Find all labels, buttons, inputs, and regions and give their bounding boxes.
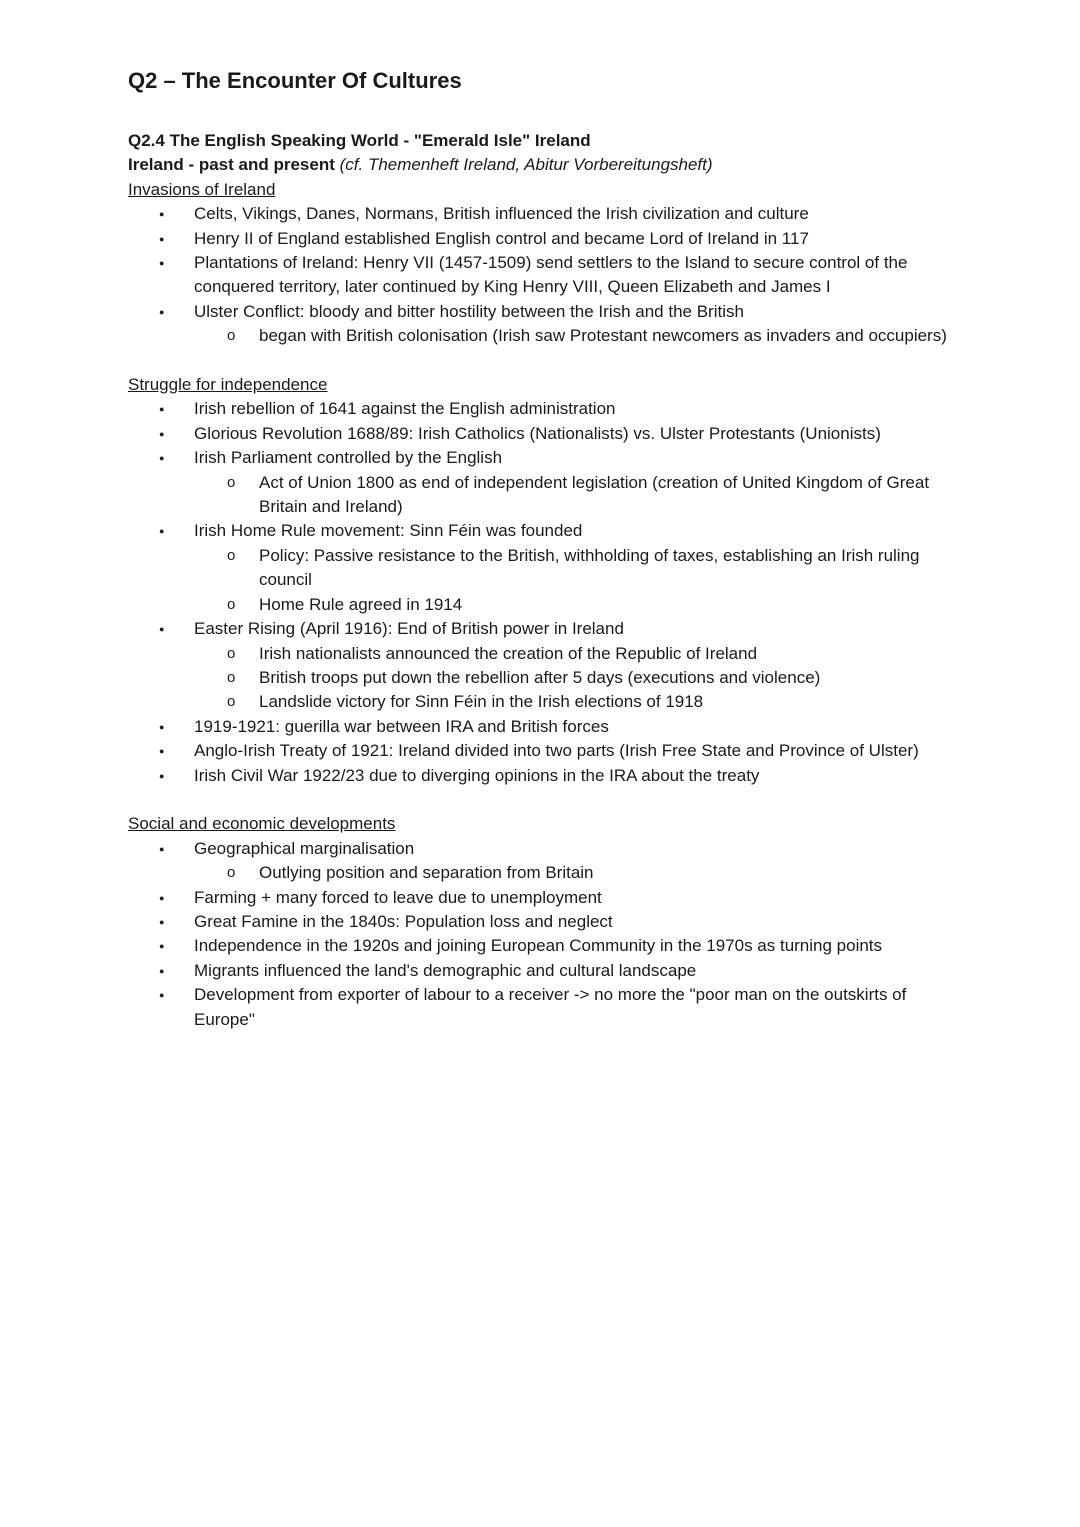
bullet-list xyxy=(128,837,948,1032)
list-item-text: ● Irish Civil War 1922/23 due to diverging opinions in the IRA about the treaty xyxy=(194,766,759,785)
section-title: Struggle for independence xyxy=(128,375,328,395)
document-content xyxy=(128,129,948,1032)
list-item xyxy=(128,617,948,715)
list-item-text: ● Irish rebellion of 1641 against the English administration xyxy=(194,399,615,418)
document-title: Q2 – The Encounter Of Cultures xyxy=(128,68,462,93)
list-item xyxy=(128,397,948,421)
sub-list-item: o Policy: Passive resistance to the British, withholding of taxes, establishing an Irish ruling council xyxy=(128,544,948,593)
sub-bullet-list xyxy=(194,544,948,617)
list-item xyxy=(128,837,948,886)
sub-list-item: o Home Rule agreed in 1914 xyxy=(128,593,948,617)
list-item-text: ● Migrants influenced the land's demographic and cultural landscape xyxy=(194,961,696,980)
list-item-text: ● Plantations of Ireland: Henry VII (1457-1509) send settlers to the Island to secure control of the conquered territory, later continued by King Henry VIII, Queen Elizabeth and James I xyxy=(194,253,907,296)
sub-bullet-list xyxy=(194,324,948,348)
section-title: Invasions of Ireland xyxy=(128,179,276,199)
list-item-text: ● Development from exporter of labour to a receiver -> no more the "poor man on the outskirts of Europe" xyxy=(194,985,906,1028)
list-item xyxy=(128,934,948,958)
bullet-list xyxy=(128,397,948,788)
list-item-text: ● Anglo-Irish Treaty of 1921: Ireland divided into two parts (Irish Free State and Province of Ulster) xyxy=(194,741,919,760)
sub-list-item: o began with British colonisation (Irish saw Protestant newcomers as invaders and occupiers) xyxy=(128,324,948,348)
list-item-text: ● Great Famine in the 1840s: Population loss and neglect xyxy=(194,912,613,931)
section xyxy=(128,812,948,1032)
list-item-text: ● Glorious Revolution 1688/89: Irish Catholics (Nationalists) vs. Ulster Protestants (Unionists) xyxy=(194,424,881,443)
topic-heading: Q2.4 The English Speaking World - "Emerald Isle" Ireland xyxy=(128,131,591,150)
list-item-text: ● Geographical marginalisation xyxy=(194,839,414,858)
subheading-italic: (cf. Themenheft Ireland, Abitur Vorbereitungsheft) xyxy=(339,155,713,175)
list-item xyxy=(128,886,948,910)
list-item xyxy=(128,715,948,739)
list-item xyxy=(128,446,948,519)
list-item xyxy=(128,764,948,788)
list-item xyxy=(128,251,948,300)
list-item-text: ● Ulster Conflict: bloody and bitter hostility between the Irish and the British xyxy=(194,302,744,321)
sub-list-item: o Landslide victory for Sinn Féin in the Irish elections of 1918 xyxy=(128,690,948,714)
list-item xyxy=(128,202,948,226)
subheading-bold: Ireland - past and present xyxy=(128,155,340,175)
sub-list-item: o Irish nationalists announced the creation of the Republic of Ireland xyxy=(128,642,948,666)
sub-bullet-list xyxy=(194,471,948,520)
bullet-list xyxy=(128,202,948,348)
list-item-text: ● Henry II of England established English control and became Lord of Ireland in 117 xyxy=(194,229,809,248)
sub-bullet-list xyxy=(194,642,948,715)
sub-list-item: o Act of Union 1800 as end of independent legislation (creation of United Kingdom of Great Britain and Ireland) xyxy=(128,471,948,520)
list-item-text: ● Irish Home Rule movement: Sinn Féin was founded xyxy=(194,521,582,540)
sub-list-item: o Outlying position and separation from Britain xyxy=(128,861,948,885)
sections-container xyxy=(128,178,948,1032)
section-title: Social and economic developments xyxy=(128,814,396,834)
section xyxy=(128,178,948,349)
list-item-text: ● 1919-1921: guerilla war between IRA and British forces xyxy=(194,717,609,736)
list-item xyxy=(128,910,948,934)
list-item-text: ● Farming + many forced to leave due to unemployment xyxy=(194,888,602,907)
list-item xyxy=(128,519,948,617)
topic-subheading xyxy=(128,153,948,177)
list-item-text: ● Easter Rising (April 1916): End of British power in Ireland xyxy=(194,619,624,638)
list-item-text: ● Celts, Vikings, Danes, Normans, British influenced the Irish civilization and culture xyxy=(194,204,809,223)
list-item-text: ● Irish Parliament controlled by the English xyxy=(194,448,502,467)
list-item xyxy=(128,959,948,983)
sub-list-item: o British troops put down the rebellion after 5 days (executions and violence) xyxy=(128,666,948,690)
section xyxy=(128,373,948,788)
list-item xyxy=(128,227,948,251)
sub-bullet-list xyxy=(194,861,948,885)
list-item xyxy=(128,300,948,349)
list-item xyxy=(128,983,948,1032)
list-item xyxy=(128,739,948,763)
list-item xyxy=(128,422,948,446)
list-item-text: ● Independence in the 1920s and joining European Community in the 1970s as turning points xyxy=(194,936,882,955)
